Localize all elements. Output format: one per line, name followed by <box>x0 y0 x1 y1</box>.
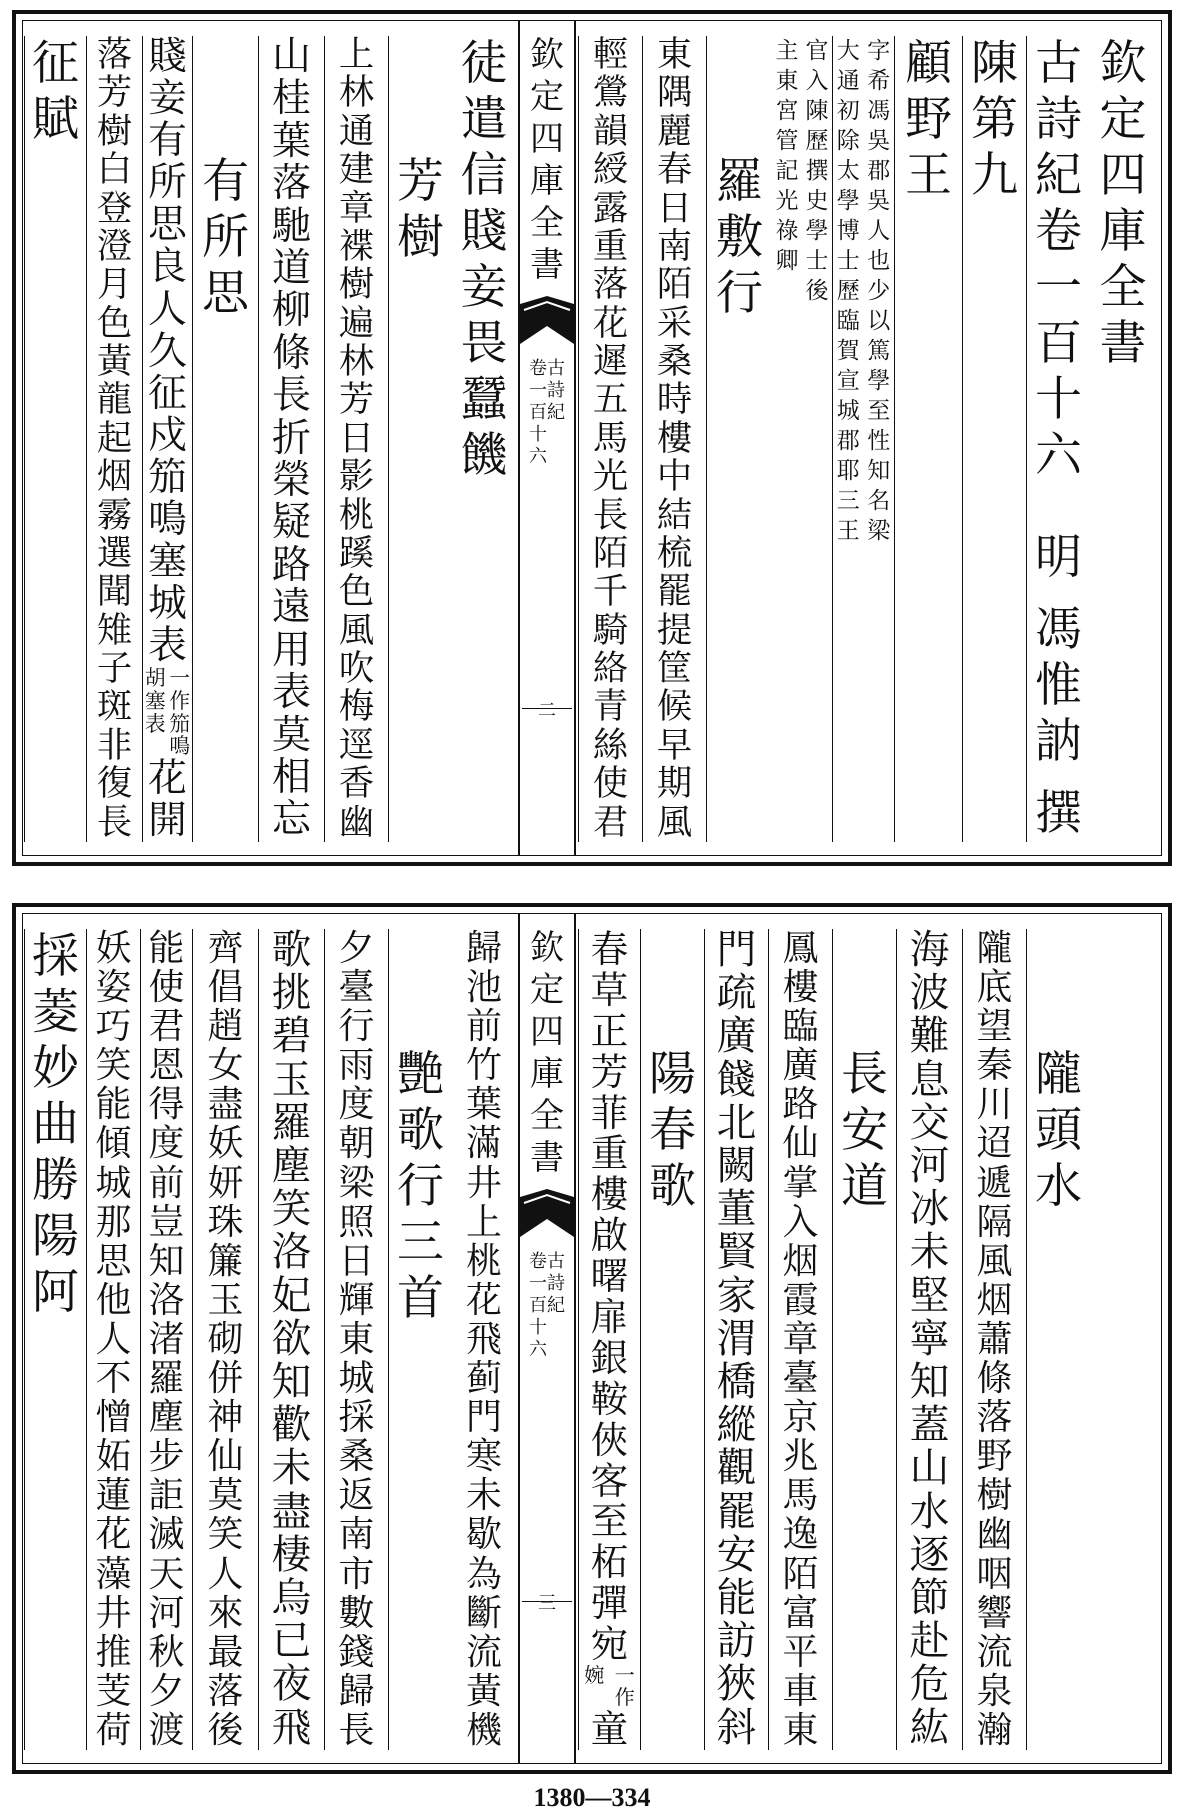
vertical-text: 上 林 通 建 章 褋 樹 遍 林 芳 日 影 桃 蹊 色 風 吹 梅 逕 香 幽 <box>338 34 375 843</box>
vertical-text: 主 東 宮 管 記 光 祿 卿 <box>775 38 799 274</box>
center-page-number: 二 <box>538 700 556 721</box>
vertical-text: 春 草 正 芳 菲 重 樓 啟 曙 扉 銀 鞍 俠 客 至 柘 彈 宛 <box>590 927 629 1667</box>
vertical-text: 門 疏 廣 餞 北 闕 董 賢 家 渭 橋 縱 觀 罷 安 能 訪 狹 斜 <box>716 927 757 1751</box>
poem4-line6-col <box>24 929 86 1750</box>
vertical-text: 古 詩 紀 <box>547 358 565 423</box>
vertical-text: 東 隅 麗 春 日 南 陌 采 桑 時 樓 中 結 梳 罷 提 筐 候 早 期 風 <box>656 34 693 843</box>
poem3-line1-col <box>578 929 640 1750</box>
vertical-text: 官 入 陳 歷 撰 史 學 士 後 <box>805 38 829 304</box>
poem1-line2-col <box>896 929 962 1750</box>
vertical-text: 胡 塞 表 <box>144 666 166 736</box>
vertical-text: 輕 鶯 韻 綬 露 重 落 花 遲 五 馬 光 長 陌 千 騎 絡 青 絲 使 君 <box>592 34 629 843</box>
vertical-text: 海 波 難 息 交 河 冰 未 堅 寧 知 蓋 山 水 逐 節 赴 危 紘 <box>909 927 950 1751</box>
poem1-title-col <box>1026 929 1090 1750</box>
vertical-text: 字 希 馮 吳 郡 吳 人 也 少 以 篤 學 至 性 知 名 梁 <box>867 38 891 544</box>
vertical-text: 花 開 <box>148 755 187 843</box>
vertical-text: 隴 頭 水 <box>1035 1047 1082 1214</box>
center-strip <box>518 913 576 1764</box>
vertical-text: 艷 歌 行 三 首 <box>397 1047 444 1326</box>
vertical-text: 山 桂 葉 落 馳 道 柳 條 長 折 榮 疑 路 遠 用 表 莫 相 忘 <box>271 34 311 843</box>
poem2-line2-col <box>704 929 768 1750</box>
poet-bio-col-b <box>772 36 832 842</box>
poem3-line2-col <box>452 929 516 1750</box>
vertical-text: 欽 定 四 庫 全 書 <box>530 35 564 285</box>
margin-header-col <box>1090 36 1156 842</box>
vertical-text: 古 詩 紀 卷 一 百 十 六 <box>1035 36 1082 483</box>
vertical-text: 大 通 初 除 太 學 博 士 歷 臨 賀 宣 城 郡 耶 三 王 <box>836 38 860 544</box>
poem3-line2-col <box>86 36 142 842</box>
vertical-text: 落 芳 樹 白 登 澄 月 色 黃 龍 起 烟 霧 選 聞 雉 子 斑 非 復 長 <box>96 34 133 843</box>
vertical-text: 古 詩 紀 <box>547 1251 565 1316</box>
vertical-text: 能 使 君 恩 得 度 前 豈 知 洛 渚 羅 塵 步 詎 滅 天 河 秋 夕 渡 <box>148 928 185 1751</box>
vertical-text: 卷 一 百 十 六 <box>529 358 547 467</box>
center-strip <box>518 20 576 856</box>
vertical-text: 齊 倡 趙 女 盡 妖 妍 珠 簾 玉 砌 併 神 仙 莫 笑 人 來 最 落 後 <box>207 928 244 1751</box>
poem2-line1-col <box>768 929 832 1750</box>
top-page-panel <box>12 10 1172 866</box>
vertical-text: 陽 春 歌 <box>649 1047 696 1214</box>
poem4-line5-col <box>86 929 140 1750</box>
center-chapter <box>529 358 565 468</box>
vertical-text: 征 賦 <box>32 36 79 147</box>
vertical-text: 婉 <box>584 1663 605 1688</box>
fishtail-mark <box>520 1189 574 1237</box>
poem3-title-col <box>192 36 258 842</box>
vertical-text: 卷 一 百 十 六 <box>529 1251 547 1360</box>
vertical-text: 歌 挑 碧 玉 羅 塵 笑 洛 妃 欲 知 歡 未 盡 棲 烏 已 夜 飛 <box>271 927 312 1751</box>
poem3-title-col <box>640 929 704 1750</box>
poem2-line2-col <box>258 36 324 842</box>
author-role: 撰 <box>1035 785 1082 841</box>
bottom-page-panel <box>12 903 1172 1774</box>
poem4-line3-col <box>192 929 258 1750</box>
poem2-title-col <box>388 36 452 842</box>
vertical-text: 採 菱 妙 曲 勝 陽 阿 <box>32 929 79 1320</box>
vertical-text: 妖 姿 巧 笑 能 傾 城 那 思 他 人 不 憎 妬 蓮 花 藻 井 推 芰 荷 <box>95 928 132 1751</box>
poem1-title-col <box>706 36 772 842</box>
poem4-title-col <box>388 929 452 1750</box>
footer-page-number: 1380—334 <box>533 1783 651 1812</box>
vertical-text: 有 所 思 <box>202 154 249 321</box>
vertical-text: 一 作 笳 鳴 <box>169 666 191 759</box>
author-name: 馮 惟 訥 <box>1035 602 1082 770</box>
vertical-text: 羅 敷 行 <box>716 154 763 321</box>
vertical-text: 欽 定 四 庫 全 書 <box>530 928 564 1178</box>
vertical-text: 一 作 <box>614 1663 635 1709</box>
vertical-text: 隴 底 望 秦 川 迢 遞 隔 風 烟 蕭 條 落 野 樹 幽 咽 響 流 泉 瀚 <box>976 928 1013 1751</box>
vertical-text: 童 <box>590 1706 629 1751</box>
vertical-text: 鳳 樓 臨 廣 路 仙 掌 入 烟 霞 章 臺 京 兆 馬 逸 陌 富 平 車 東 <box>782 928 819 1751</box>
poem2-title-col <box>832 929 896 1750</box>
vertical-text: 徒 遣 信 賤 妾 畏 蠶 饑 <box>460 36 508 483</box>
chapter-col <box>962 36 1026 842</box>
poem1-line1-col <box>962 929 1026 1750</box>
poem1-line1-col <box>642 36 706 842</box>
poem1-line3-col <box>452 36 516 842</box>
dynasty-text: 明 <box>1035 530 1082 586</box>
poem2-line1-col <box>324 36 388 842</box>
poem4-line1-col <box>324 929 388 1750</box>
poem4-line2-col <box>258 929 324 1750</box>
bottom-margin-col <box>1090 929 1156 1750</box>
vertical-text: 陳 第 九 <box>971 36 1018 203</box>
fishtail-mark <box>520 296 574 344</box>
vertical-text: 長 安 道 <box>841 1047 888 1214</box>
vertical-text: 欽 定 四 庫 全 書 <box>1099 36 1147 371</box>
poet-name: 顧 野 王 <box>905 36 952 203</box>
vertical-text: 夕 臺 行 雨 度 朝 梁 照 日 輝 東 城 採 桑 返 南 市 數 錢 歸 長 <box>338 928 375 1751</box>
center-chapter <box>529 1251 565 1361</box>
poem3-line1-col <box>142 36 192 842</box>
poem1-line2-col <box>578 36 642 842</box>
vertical-text: 歸 池 前 竹 葉 滿 井 上 桃 花 飛 蓟 門 寒 未 歇 為 斷 流 黃 機 <box>466 928 502 1751</box>
poem4-line4-col <box>140 929 192 1750</box>
poet-col <box>894 36 962 842</box>
poet-bio-col-a <box>832 36 894 842</box>
vertical-text: 芳 樹 <box>397 154 444 265</box>
book-title-col <box>1026 36 1090 842</box>
center-page-number: 三 <box>538 1593 556 1614</box>
poem3-line3-col <box>24 36 86 842</box>
vertical-text: 賤 妾 有 所 思 良 人 久 征 戍 笳 鳴 塞 城 表 <box>148 34 187 669</box>
